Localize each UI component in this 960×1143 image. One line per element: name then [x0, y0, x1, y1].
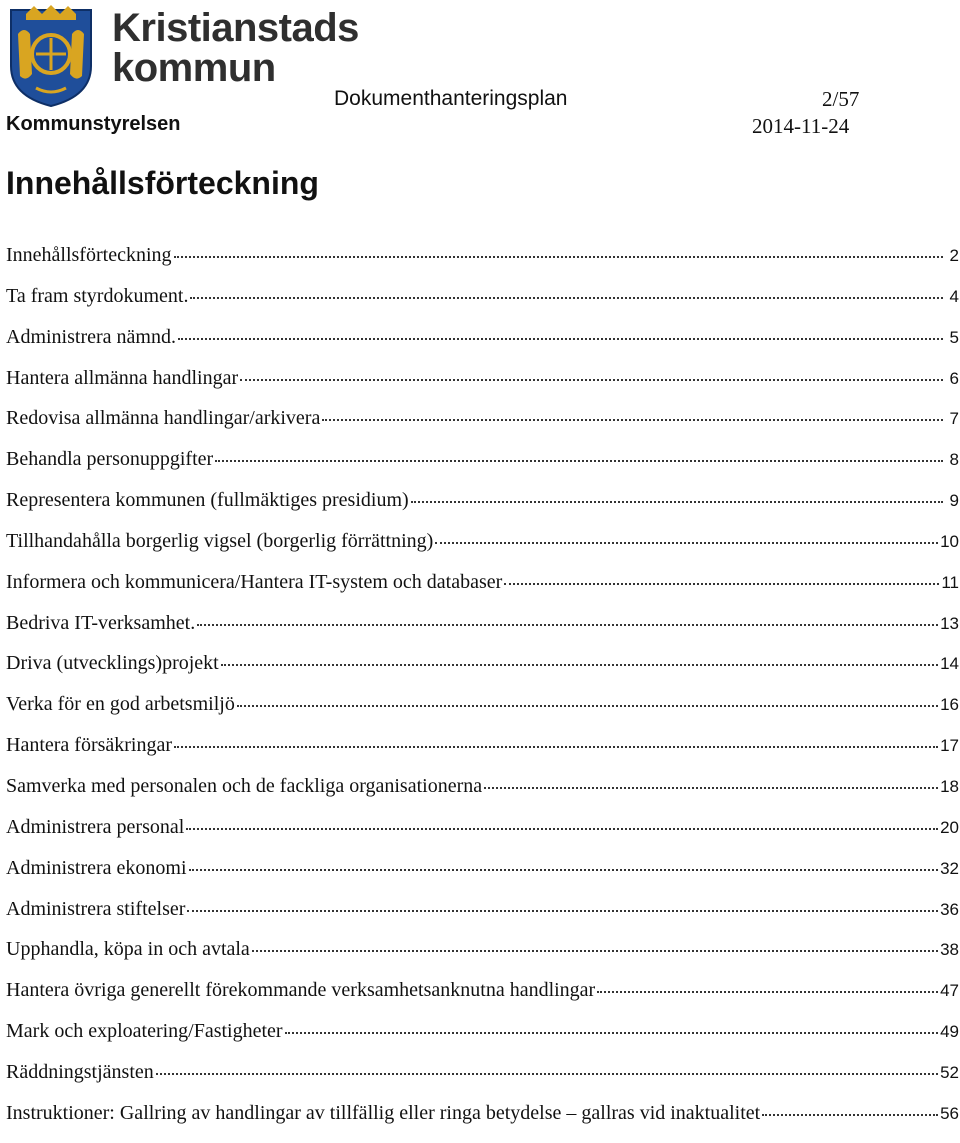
- toc-entry-title: Instruktioner: Gallring av handlingar av tillfällig eller ringa betydelse – gallras vid inaktualitet: [6, 1101, 761, 1124]
- toc-dot-leader: [237, 705, 938, 707]
- toc-entry-title: Innehållsförteckning: [6, 244, 172, 266]
- toc-entry[interactable]: [6, 530, 959, 571]
- toc-dot-leader: [197, 624, 938, 626]
- toc-entry-title: Bedriva IT-verksamhet.: [6, 611, 196, 634]
- toc-dot-leader: [189, 869, 939, 871]
- toc-entry-page: 52: [940, 1062, 959, 1082]
- toc-entry-page: 47: [940, 981, 959, 1001]
- toc-entry-title: Informera och kommunicera/Hantera IT-system och databaser: [6, 570, 503, 593]
- toc-entry-page: 8: [949, 450, 959, 470]
- toc-entry-page: 32: [940, 858, 959, 878]
- toc-entry[interactable]: [6, 652, 959, 693]
- toc-dot-leader: [484, 787, 938, 789]
- toc-entry-page: 20: [940, 817, 959, 837]
- toc-entry-page: 14: [940, 654, 959, 674]
- toc-entry[interactable]: [6, 407, 959, 448]
- toc-dot-leader: [285, 1032, 938, 1034]
- toc-entry-page: 17: [940, 736, 959, 756]
- toc-entry-page: 11: [941, 572, 959, 592]
- toc-entry[interactable]: [6, 489, 959, 530]
- toc-entry-title: Administrera ekonomi: [6, 856, 187, 879]
- toc-entry-page: 49: [940, 1022, 959, 1042]
- toc-entry[interactable]: [6, 816, 959, 857]
- toc-entry-page: 10: [940, 531, 959, 551]
- toc-entry-title: Representera kommunen (fullmäktiges presidium): [6, 489, 409, 512]
- toc-entry-title: Hantera övriga generellt förekommande verksamhetsanknutna handlingar: [6, 979, 596, 1002]
- toc-dot-leader: [190, 297, 943, 299]
- toc-entry-page: 4: [949, 286, 959, 306]
- toc-entry[interactable]: [6, 775, 959, 816]
- toc-dot-leader: [762, 1114, 938, 1116]
- toc-dot-leader: [174, 256, 944, 258]
- toc-entry[interactable]: [6, 1020, 959, 1061]
- document-title: Dokumenthanteringsplan: [334, 87, 568, 110]
- municipal-seal-icon: [6, 4, 96, 108]
- toc-dot-leader: [178, 338, 943, 340]
- toc-entry[interactable]: [6, 448, 959, 489]
- toc-dot-leader: [322, 419, 943, 421]
- toc-entry-page: 6: [949, 368, 959, 388]
- toc-entry-title: Tillhandahålla borgerlig vigsel (borgerlig förrättning): [6, 529, 434, 552]
- toc-entry[interactable]: [6, 244, 959, 285]
- document-date: 2014-11-24: [752, 114, 850, 138]
- toc-entry[interactable]: [6, 367, 959, 408]
- wordmark-line-1: Kristianstads: [112, 6, 359, 50]
- toc-dot-leader: [435, 542, 938, 544]
- toc-entry[interactable]: [6, 326, 959, 367]
- toc-entry[interactable]: [6, 612, 959, 653]
- toc-entry[interactable]: [6, 693, 959, 734]
- toc-entry-title: Upphandla, köpa in och avtala: [6, 938, 250, 961]
- toc-dot-leader: [252, 950, 938, 952]
- toc-entry-page: 7: [949, 409, 959, 429]
- toc-entry-title: Mark och exploatering/Fastigheter: [6, 1020, 283, 1043]
- page-header: [0, 0, 960, 140]
- toc-dot-leader: [186, 828, 938, 830]
- toc-entry-title: Administrera personal: [6, 815, 185, 838]
- toc-dot-leader: [221, 664, 938, 666]
- toc-entry-page: 56: [940, 1103, 959, 1123]
- toc-entry-page: 38: [940, 940, 959, 960]
- toc-heading: Innehållsförteckning: [6, 165, 319, 201]
- toc-entry[interactable]: [6, 979, 959, 1020]
- table-of-contents: [6, 244, 959, 1143]
- wordmark-line-2: kommun: [112, 46, 276, 90]
- organization-name: Kommunstyrelsen: [6, 113, 181, 135]
- toc-dot-leader: [597, 991, 938, 993]
- toc-entry-title: Behandla personuppgifter: [6, 448, 214, 471]
- toc-dot-leader: [174, 746, 938, 748]
- toc-entry[interactable]: [6, 571, 959, 612]
- toc-entry-page: 9: [949, 491, 959, 511]
- toc-dot-leader: [411, 501, 943, 503]
- toc-dot-leader: [187, 910, 938, 912]
- toc-entry-title: Administrera stiftelser: [6, 897, 186, 920]
- toc-entry-page: 18: [940, 776, 959, 796]
- toc-dot-leader: [240, 379, 943, 381]
- toc-entry-title: Ta fram styrdokument.: [6, 284, 189, 307]
- toc-dot-leader: [504, 583, 939, 585]
- municipality-wordmark: [112, 8, 359, 88]
- toc-entry-page: 36: [940, 899, 959, 919]
- toc-entry[interactable]: [6, 285, 959, 326]
- toc-entry-title: Administrera nämnd.: [6, 325, 176, 348]
- toc-entry-title: Driva (utvecklings)projekt: [6, 652, 219, 675]
- toc-entry-title: Hantera försäkringar: [6, 734, 173, 757]
- toc-entry-page: 16: [940, 695, 959, 715]
- page-number: 2/57: [822, 87, 860, 111]
- toc-entry-page: 2: [949, 246, 959, 265]
- toc-entry[interactable]: [6, 938, 959, 979]
- toc-entry-page: 13: [940, 613, 959, 633]
- toc-entry[interactable]: [6, 1061, 959, 1102]
- toc-entry-title: Verka för en god arbetsmiljö: [6, 693, 235, 716]
- toc-entry-title: Samverka med personalen och de fackliga organisationerna: [6, 774, 483, 797]
- toc-entry-title: Räddningstjänsten: [6, 1060, 154, 1083]
- toc-entry[interactable]: [6, 857, 959, 898]
- toc-entry[interactable]: [6, 898, 959, 939]
- toc-dot-leader: [156, 1073, 938, 1075]
- toc-entry-title: Redovisa allmänna handlingar/arkivera: [6, 407, 321, 430]
- toc-entry[interactable]: [6, 734, 959, 775]
- toc-entry-title: Hantera allmänna handlingar: [6, 366, 239, 389]
- toc-dot-leader: [215, 460, 943, 462]
- toc-entry[interactable]: [6, 1102, 959, 1143]
- toc-entry-page: 5: [949, 327, 959, 347]
